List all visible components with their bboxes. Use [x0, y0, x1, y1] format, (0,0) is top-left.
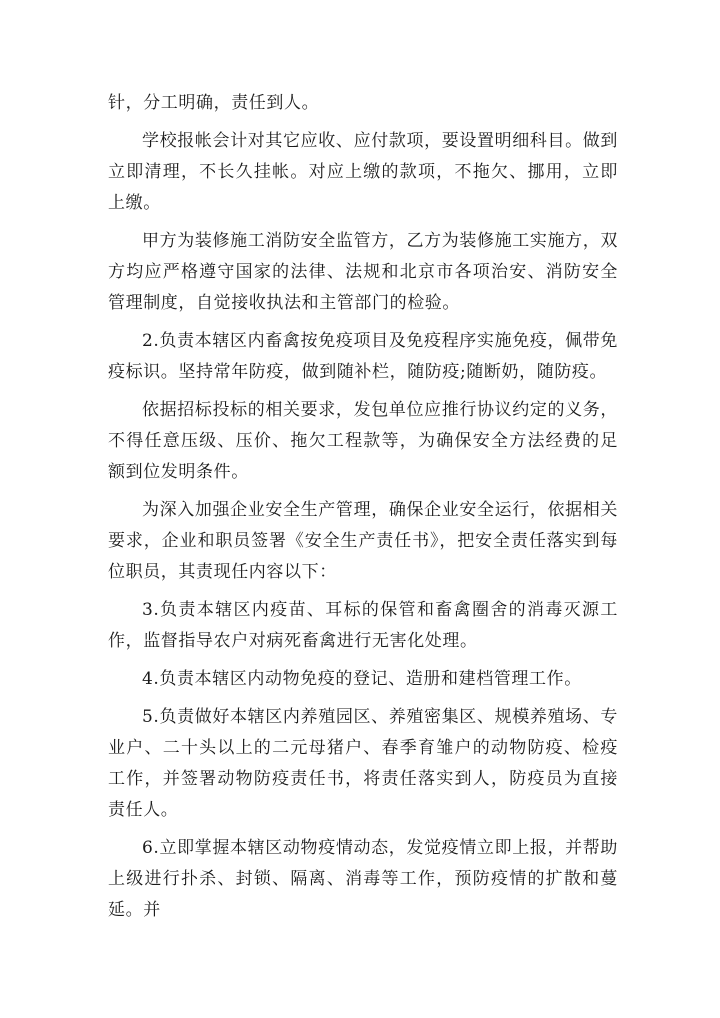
paragraph-6: 为深入加强企业安全生产管理，确保企业安全运行，依据相关要求，企业和职员签署《安全生产责任书》，把安全责任落实到每位职员，其责现任内容以下：: [108, 500, 618, 582]
paragraph-1: 针，分工明确，责任到人。: [108, 93, 320, 113]
paragraph-4: 2.负责本辖区内畜禽按免疫项目及免疫程序实施免疫，佩带免疫标识。坚持常年防疫，做到随补栏，随防疫;随断奶，随防疫。: [108, 331, 618, 382]
paragraph-2: 学校报帐会计对其它应收、应付款项，要设置明细科目。做到立即清理，不长久挂帐。对应上缴的款项，不拖欠、挪用，立即上缴。: [108, 131, 618, 213]
paragraph-8: 4.负责本辖区内动物免疫的登记、造册和建档管理工作。: [142, 669, 582, 689]
paragraph-7: 3.负责本辖区内疫苗、耳标的保管和畜禽圈舍的消毒灭源工作，监督指导农户对病死畜禽进行无害化处理。: [108, 600, 618, 651]
paragraph-3: 甲方为装修施工消防安全监管方，乙方为装修施工实施方，双方均应严格遵守国家的法律、法规和北京市各项治安、消防安全管理制度，自觉接收执法和主管部门的检验。: [108, 231, 618, 313]
paragraph-9: 5.负责做好本辖区内养殖园区、养殖密集区、规模养殖场、专业户、二十头以上的二元母猪户、春季育雏户的动物防疫、检疫工作，并签署动物防疫责任书，将责任落实到人，防疫员为直接责任人。: [108, 707, 618, 820]
paragraph-10: 6.立即掌握本辖区动物疫情动态，发觉疫情立即上报，并帮助上级进行扑杀、封锁、隔离、消毒等工作，预防疫情的扩散和蔓延。并: [108, 838, 618, 920]
document-body: [108, 88, 618, 933]
paragraph-5: 依据招标投标的相关要求，发包单位应推行协议约定的义务，不得任意压级、压价、拖欠工程款等，为确保安全方法经费的足额到位发明条件。: [108, 400, 618, 482]
